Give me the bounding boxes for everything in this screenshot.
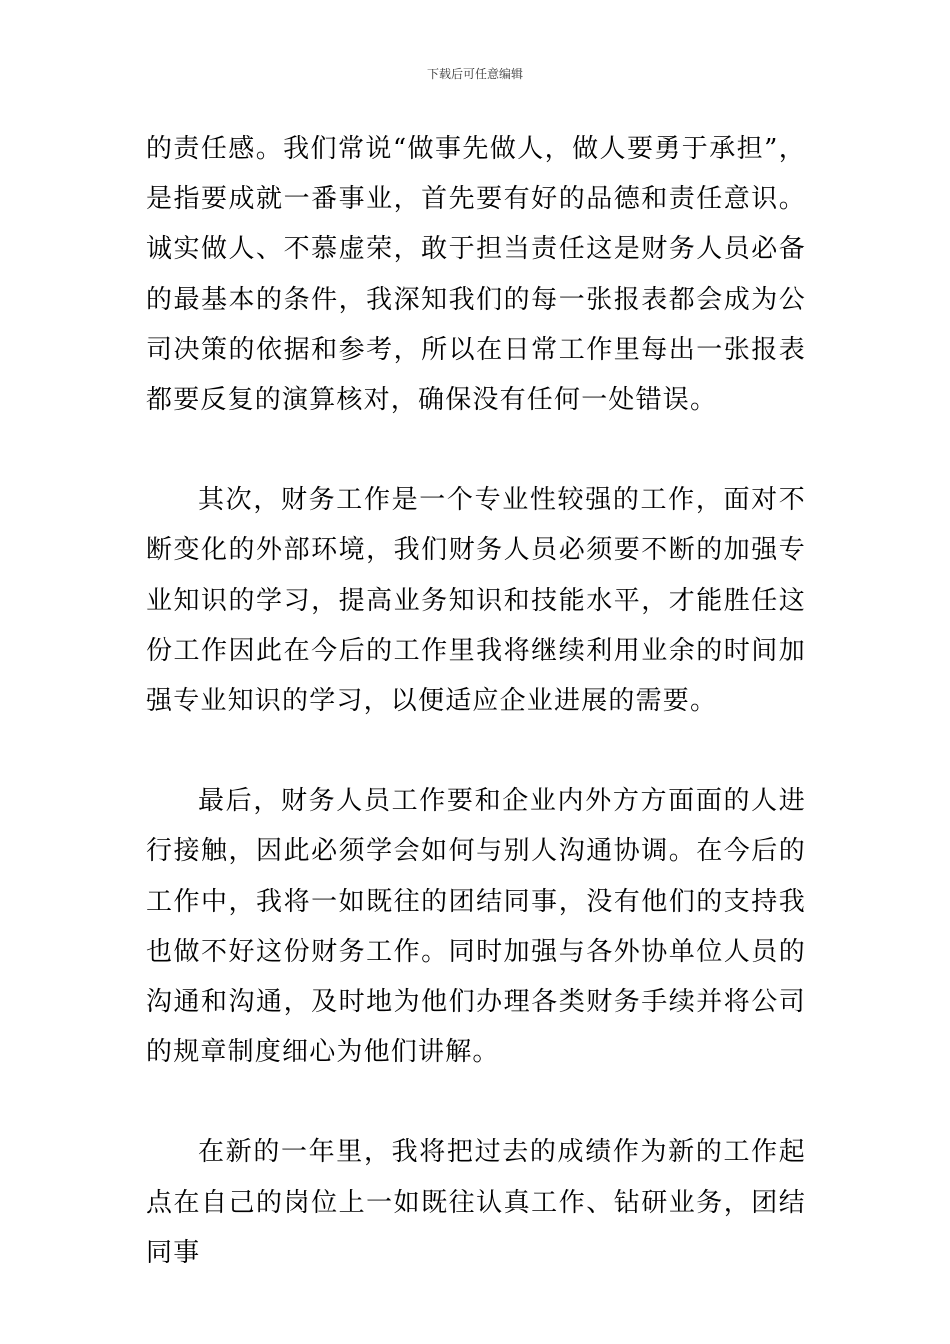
paragraph-responsibility: 的责任感。我们常说“做事先做人，做人要勇于承担”，是指要成就一番事业，首先要有好的品德和责任意识。诚实做人、不慕虚荣，敢于担当责任这是财务人员必备的最基本的条件，我深知我们的每一张报表都会成为公司决策的依据和参考，所以在日常工作里每出一张报表都要反复的演算核对，确保没有任何一处错误。 [146, 134, 806, 416]
paragraph-gap [146, 425, 806, 475]
paragraph-communication: 最后，财务人员工作要和企业内外方方面面的人进行接触，因此必须学会如何与别人沟通协调。在今后的工作中，我将一如既往的团结同事，没有他们的支持我也做不好这份财务工作。同时加强与各外协单位人员的沟通和沟通，及时地为他们办理各类财务手续并将公司的规章制度细心为他们讲解。 [146, 786, 806, 1068]
document-body [146, 124, 806, 1278]
paragraph-new-year: 在新的一年里，我将把过去的成绩作为新的工作起点在自己的岗位上一如既往认真工作、钻研业务，团结同事 [146, 1137, 806, 1268]
paragraph-gap [146, 1077, 806, 1127]
paragraph-professional-learning: 其次，财务工作是一个专业性较强的工作，面对不断变化的外部环境，我们财务人员必须要不断的加强专业知识的学习，提高业务知识和技能水平，才能胜任这份工作因此在今后的工作里我将继续利用业余的时间加强专业知识的学习，以便适应企业进展的需要。 [146, 485, 806, 717]
page-header: 下载后可任意编辑 [426, 67, 523, 81]
paragraph-gap [146, 726, 806, 776]
